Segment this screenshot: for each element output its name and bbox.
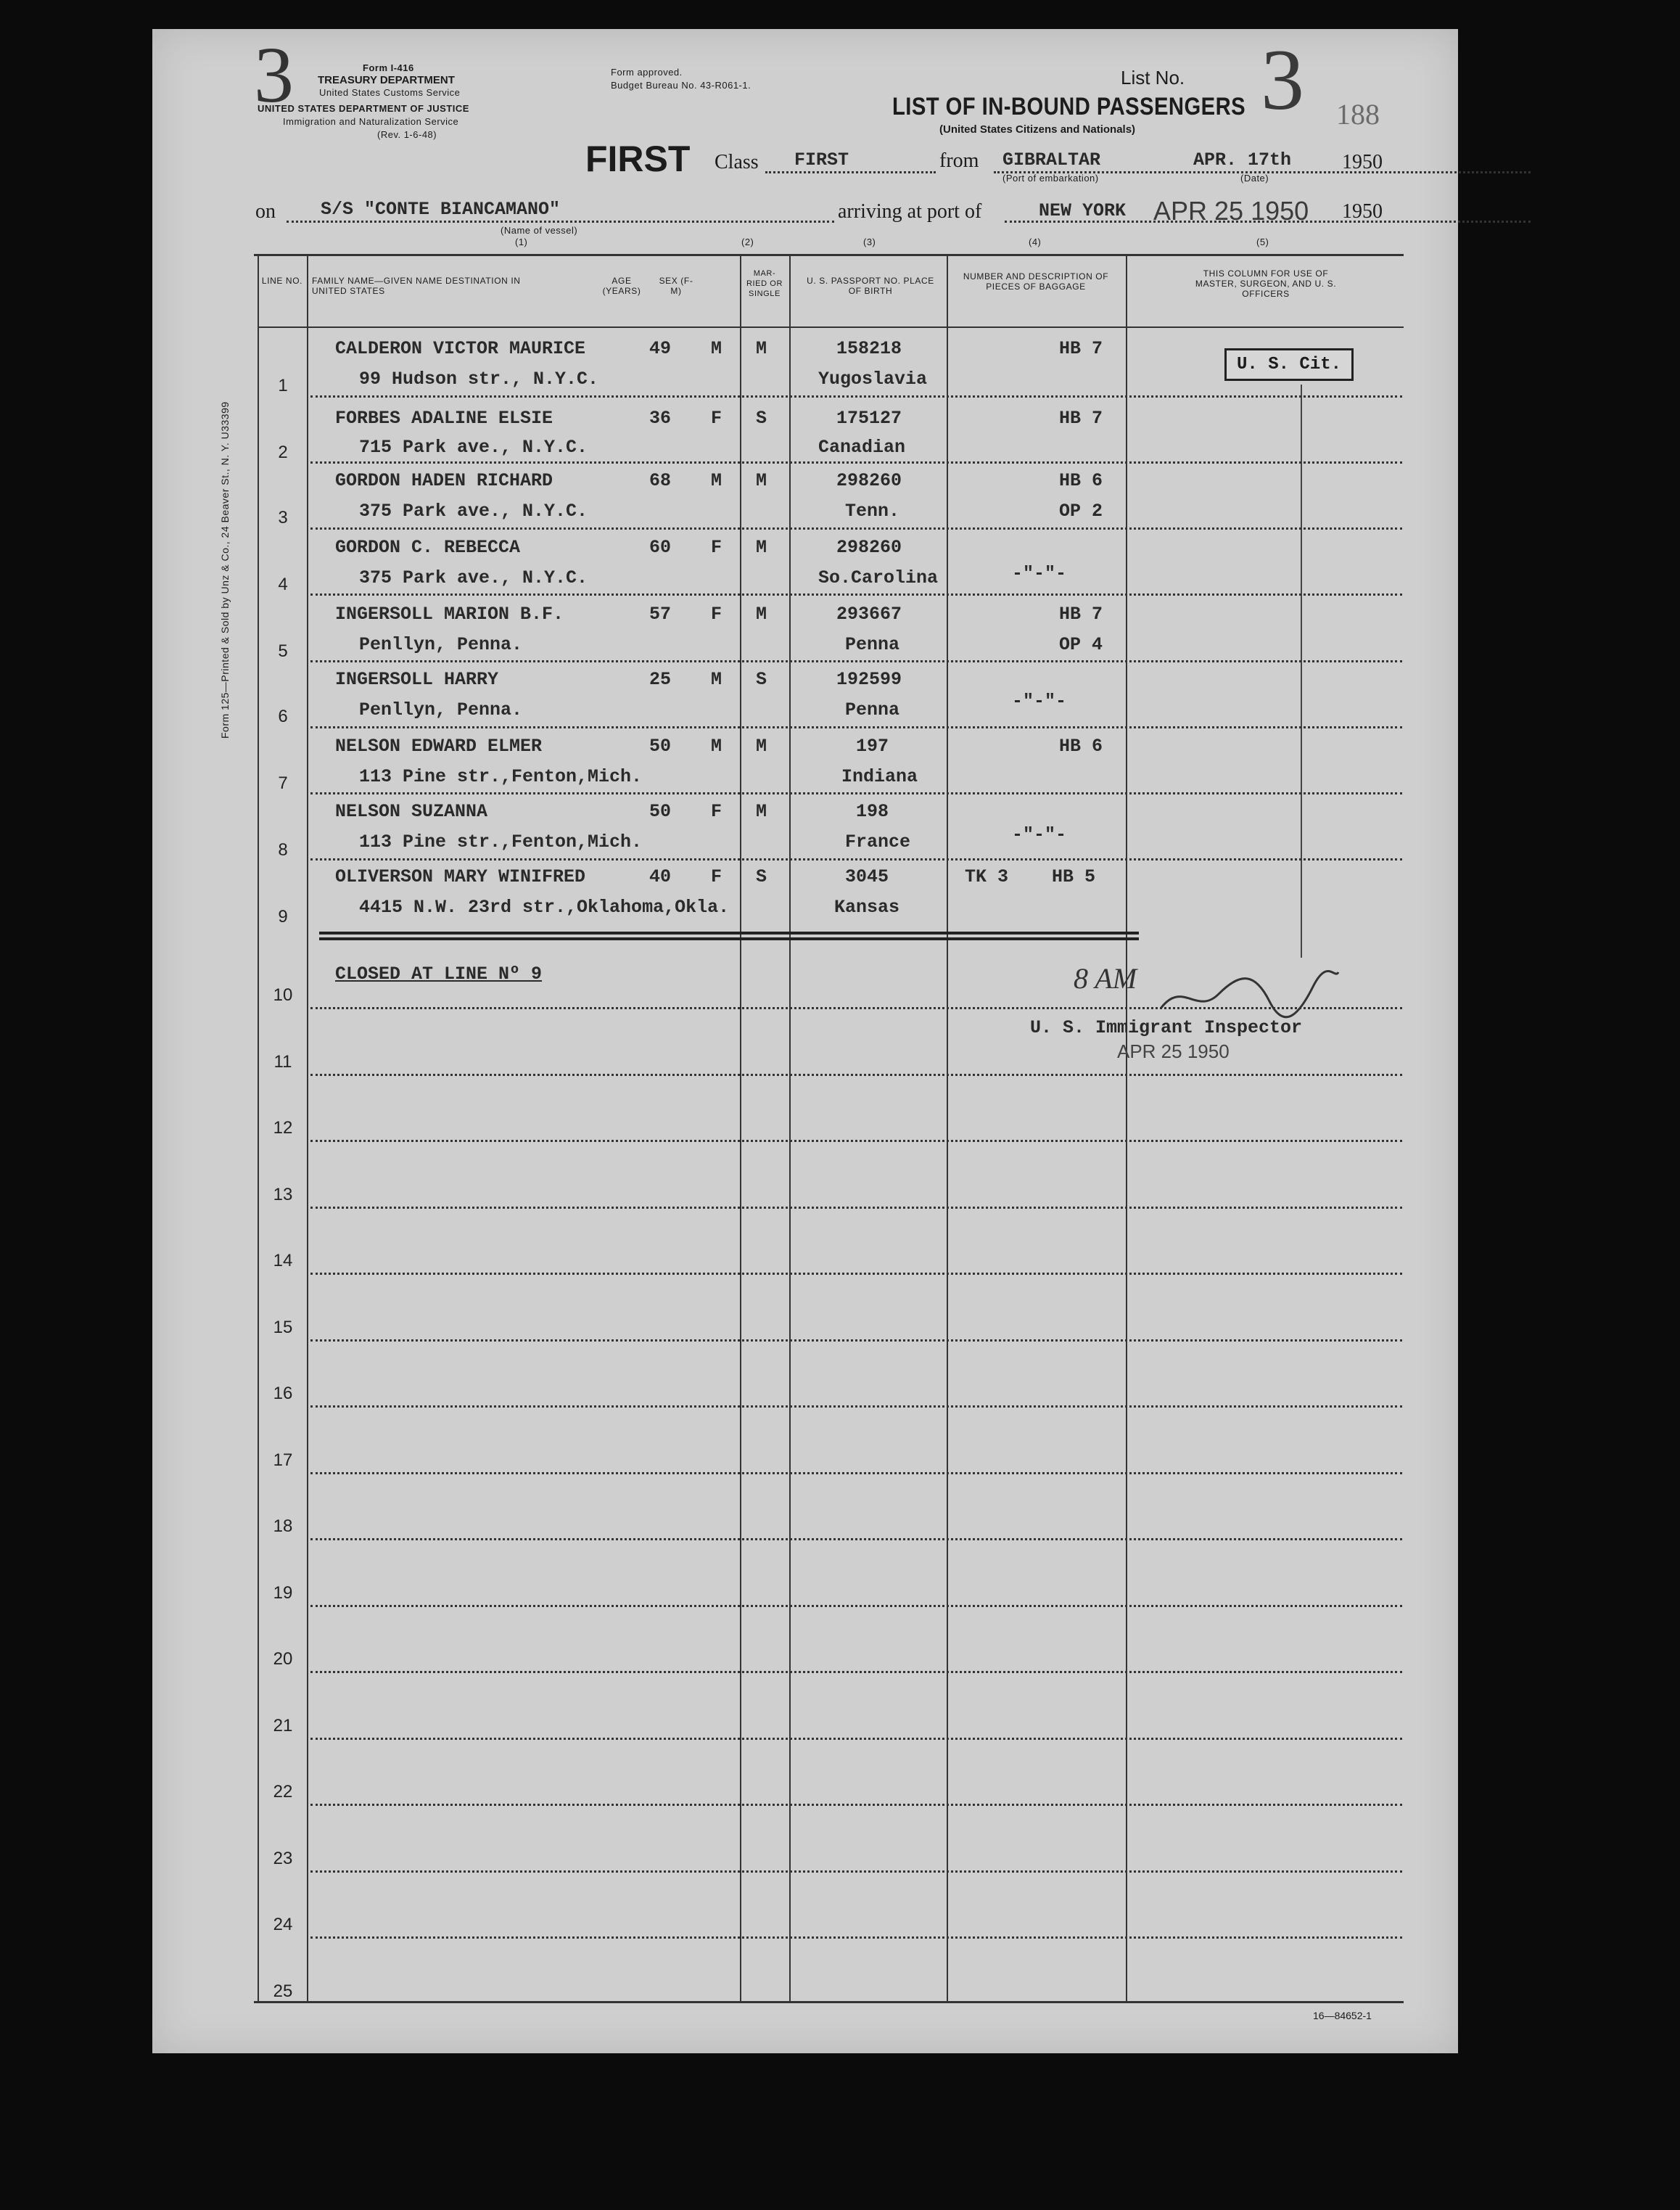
line-number: 1 <box>278 376 288 395</box>
port-embark-caption: (Port of embarkation) <box>1002 173 1099 184</box>
passenger-age: 25 <box>649 669 672 690</box>
signature-scribble <box>1153 965 1342 1023</box>
col-num-1: (1) <box>515 237 528 247</box>
birthplace: Kansas <box>834 897 900 918</box>
baggage: TK 3 HB 5 <box>965 866 1096 887</box>
on-label: on <box>255 200 276 223</box>
line-number: 9 <box>278 907 288 927</box>
line-number: 18 <box>273 1516 293 1536</box>
dotted-rule <box>310 1936 1402 1939</box>
line-number: 12 <box>273 1118 293 1138</box>
birthplace: Penna <box>845 634 900 655</box>
passenger-name: GORDON HADEN RICHARD <box>335 470 553 491</box>
passenger-sex: M <box>711 736 722 757</box>
passenger-name: INGERSOLL HARRY <box>335 669 499 690</box>
passport-number: 293667 <box>836 604 902 625</box>
col-num-5: (5) <box>1256 237 1269 247</box>
class-label: Class <box>715 151 759 173</box>
line-number: 20 <box>273 1649 293 1669</box>
line-number: 15 <box>273 1317 293 1337</box>
corner-mark: 3 <box>254 30 294 119</box>
passenger-status: M <box>756 470 767 491</box>
passenger-sex: F <box>711 801 722 822</box>
line-number: 17 <box>273 1450 293 1470</box>
document-page <box>152 29 1458 2053</box>
col-header-passport: U. S. PASSPORT NO. PLACE OF BIRTH <box>807 276 934 296</box>
passenger-name: FORBES ADALINE ELSIE <box>335 408 553 429</box>
passenger-address: Penllyn, Penna. <box>359 634 523 655</box>
treasury-label: TREASURY DEPARTMENT <box>318 74 455 86</box>
dotted-rule <box>310 1405 1402 1408</box>
line-number: 4 <box>278 575 288 594</box>
col-header-baggage: NUMBER AND DESCRIPTION OF PIECES OF BAGGAGE <box>963 271 1109 292</box>
passenger-name: INGERSOLL MARION B.F. <box>335 604 564 625</box>
passenger-address: 113 Pine str.,Fenton,Mich. <box>359 766 643 787</box>
dotted-rule <box>310 1207 1402 1209</box>
passenger-name: OLIVERSON MARY WINIFRED <box>335 866 586 887</box>
passenger-name: NELSON EDWARD ELMER <box>335 736 543 757</box>
vessel-name: S/S "CONTE BIANCAMANO" <box>321 199 561 220</box>
form-subtitle: (United States Citizens and Nationals) <box>939 123 1136 136</box>
passenger-address: 375 Park ave., N.Y.C. <box>359 501 588 522</box>
passport-number: 158218 <box>836 338 902 359</box>
passenger-status: M <box>756 801 767 822</box>
passport-number: 198 <box>856 801 889 822</box>
passenger-name: CALDERON VICTOR MAURICE <box>335 338 586 359</box>
passenger-sex: F <box>711 604 722 625</box>
passenger-sex: M <box>711 338 722 359</box>
passenger-age: 40 <box>649 866 672 887</box>
line-number: 2 <box>278 443 288 462</box>
list-no-value: 3 <box>1261 31 1304 128</box>
passenger-address: 113 Pine str.,Fenton,Mich. <box>359 831 643 853</box>
dotted-rule <box>310 1273 1402 1275</box>
passenger-age: 57 <box>649 604 672 625</box>
arrival-port: NEW YORK <box>1039 200 1127 221</box>
class-value: FIRST <box>794 149 849 171</box>
passenger-address: 375 Park ave., N.Y.C. <box>359 567 588 588</box>
page-number: 188 <box>1336 98 1380 131</box>
birthplace: So.Carolina <box>818 567 939 588</box>
margin-note: Form 125—Printed & Sold by Unz & Co., 24 Beaver St., N. Y. U33399 <box>219 401 231 739</box>
customs-label: United States Customs Service <box>319 87 461 98</box>
form-number: Form I-416 <box>363 62 414 73</box>
passport-number: 298260 <box>836 470 902 491</box>
rev-label: (Rev. 1-6-48) <box>377 129 437 140</box>
line-number: 16 <box>273 1384 293 1403</box>
arriving-label: arriving at port of <box>838 200 982 223</box>
passenger-address: 4415 N.W. 23rd str.,Oklahoma,Okla. <box>359 897 730 918</box>
baggage: OP 2 <box>1059 501 1103 522</box>
birthplace: France <box>845 831 911 853</box>
closed-at-line: CLOSED AT LINE Nº 9 <box>335 964 543 985</box>
passport-number: 175127 <box>836 408 902 429</box>
dotted-rule <box>310 1671 1402 1673</box>
line-number: 10 <box>273 985 293 1005</box>
col-header-sex: SEX (F-M) <box>659 276 693 296</box>
year-1: 1950 <box>1342 151 1383 173</box>
dotted-rule <box>310 1605 1402 1607</box>
from-label: from <box>939 149 979 172</box>
dotted-rule <box>310 1738 1402 1740</box>
passenger-status: M <box>756 604 767 625</box>
baggage: HB 6 <box>1059 470 1103 491</box>
line-number: 23 <box>273 1848 293 1868</box>
birthplace: Penna <box>845 699 900 720</box>
line-number: 24 <box>273 1915 293 1934</box>
passenger-name: NELSON SUZANNA <box>335 801 488 822</box>
line-number: 3 <box>278 508 288 527</box>
birthplace: Yugoslavia <box>818 369 928 390</box>
baggage: HB 6 <box>1059 736 1103 757</box>
budget-bureau: Budget Bureau No. 43-R061-1. <box>611 80 752 91</box>
year-2: 1950 <box>1342 200 1383 223</box>
baggage: OP 4 <box>1059 634 1103 655</box>
passenger-sex: M <box>711 470 722 491</box>
dotted-rule <box>310 1074 1402 1076</box>
class-big: FIRST <box>585 139 691 179</box>
passport-number: 192599 <box>836 669 902 690</box>
line-number: 14 <box>273 1251 293 1270</box>
list-no-label: List No. <box>1121 67 1185 89</box>
passenger-age: 60 <box>649 537 672 558</box>
baggage: -"-"- <box>1012 691 1067 712</box>
dotted-rule <box>310 1140 1402 1142</box>
birthplace: Tenn. <box>845 501 900 522</box>
passport-number: 3045 <box>845 866 889 887</box>
line-number: 21 <box>273 1715 293 1735</box>
dotted-rule <box>310 1804 1402 1806</box>
passenger-address: 715 Park ave., N.Y.C. <box>359 437 588 458</box>
passenger-address: Penllyn, Penna. <box>359 699 523 720</box>
citizen-stamp: U. S. Cit. <box>1224 348 1354 381</box>
col-num-3: (3) <box>863 237 876 247</box>
baggage: -"-"- <box>1012 563 1067 584</box>
birthplace: Canadian <box>818 437 906 458</box>
line-number: 11 <box>273 1051 292 1072</box>
passenger-age: 50 <box>649 736 672 757</box>
dotted-rule <box>310 1538 1402 1540</box>
arrival-stamp: APR 25 1950 <box>1153 196 1309 226</box>
inspector-title: U. S. Immigrant Inspector <box>1030 1017 1303 1038</box>
passenger-status: M <box>756 537 767 558</box>
passenger-age: 50 <box>649 801 672 822</box>
line-number: 19 <box>273 1582 293 1603</box>
baggage: HB 7 <box>1059 408 1103 429</box>
time-note: 8 AM <box>1074 962 1137 995</box>
col-header-married: MAR-RIED OR SINGLE <box>746 269 783 298</box>
ins-label: Immigration and Naturalization Service <box>283 116 459 127</box>
passenger-age: 36 <box>649 408 672 429</box>
passport-number: 298260 <box>836 537 902 558</box>
col-num-4: (4) <box>1029 237 1042 247</box>
passenger-sex: F <box>711 866 722 887</box>
col-header-line: LINE NO. <box>261 276 303 286</box>
vessel-caption: (Name of vessel) <box>501 225 578 236</box>
line-number: 6 <box>278 707 288 726</box>
justice-label: UNITED STATES DEPARTMENT OF JUSTICE <box>258 103 469 114</box>
line-number: 22 <box>273 1782 293 1802</box>
form-title: LIST OF IN-BOUND PASSENGERS <box>892 93 1246 120</box>
dotted-rule <box>310 1472 1402 1474</box>
passenger-name: GORDON C. REBECCA <box>335 537 521 558</box>
line-number: 8 <box>278 840 288 860</box>
passenger-status: M <box>756 338 767 359</box>
col-header-age: AGE (YEARS) <box>602 276 641 296</box>
port-embarkation: GIBRALTAR <box>1002 149 1101 171</box>
passenger-sex: M <box>711 669 722 690</box>
line-number: 5 <box>278 641 288 661</box>
dotted-rule <box>310 1339 1402 1342</box>
col-header-name: FAMILY NAME—GIVEN NAME DESTINATION IN UNITED STATES <box>312 276 521 296</box>
baggage: -"-"- <box>1012 824 1067 845</box>
passenger-sex: F <box>711 408 722 429</box>
passenger-status: M <box>756 736 767 757</box>
passenger-status: S <box>756 669 767 690</box>
col-header-officers: THIS COLUMN FOR USE OF MASTER, SURGEON, AND U. S. OFFICERS <box>1195 268 1337 299</box>
footer-code: 16—84652-1 <box>1313 2010 1372 2021</box>
embark-date: APR. 17th <box>1193 149 1292 171</box>
passenger-age: 49 <box>649 338 672 359</box>
inspector-date-stamp: APR 25 1950 <box>1117 1040 1230 1062</box>
passenger-status: S <box>756 408 767 429</box>
line-number: 25 <box>273 1981 293 2001</box>
line-number: 13 <box>273 1184 293 1204</box>
passenger-age: 68 <box>649 470 672 491</box>
passenger-address: 99 Hudson str., N.Y.C. <box>359 369 599 390</box>
passenger-sex: F <box>711 537 722 558</box>
date-caption: (Date) <box>1240 173 1269 184</box>
form-approved: Form approved. <box>611 67 683 78</box>
baggage: HB 7 <box>1059 338 1103 359</box>
dotted-rule <box>310 1870 1402 1873</box>
col-num-2: (2) <box>741 237 754 247</box>
birthplace: Indiana <box>841 766 918 787</box>
passport-number: 197 <box>856 736 889 757</box>
line-number: 7 <box>278 773 288 793</box>
dotted-rule <box>310 1007 1402 1009</box>
passenger-status: S <box>756 866 767 887</box>
baggage: HB 7 <box>1059 604 1103 625</box>
